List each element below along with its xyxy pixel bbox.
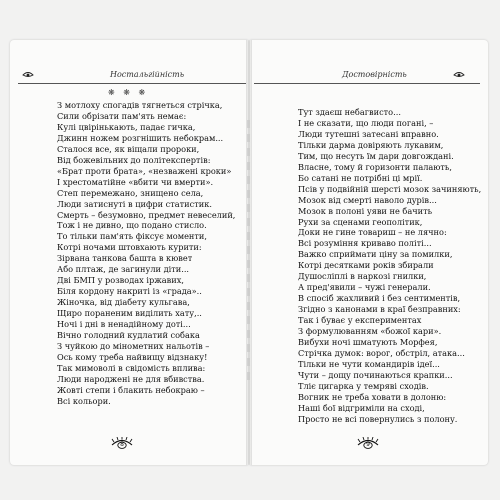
poem-line: Власне, тому й горизонти палають, [298, 161, 452, 172]
poem-line: І не сказати, що люди погані, – [298, 117, 434, 128]
poem-line: Тліє цигарка у темряві сходів. [298, 380, 429, 391]
poem-line: Так мимоволі в свідомість вплива: [57, 362, 206, 373]
poem-line: Смерть – безумовно, предмет невеселий, [57, 209, 236, 220]
poem-line: Псів у подвійній шерсті мозок зачиняють, [298, 183, 482, 194]
poem-line: З мотлоху спогадів тягнеться стрічка, [57, 100, 223, 110]
poem-line: Вогник не треба ховати в долоню: [298, 391, 447, 402]
eye-ornament-icon [22, 70, 34, 78]
poem-line: З формулюванням «божої кари». [298, 326, 442, 337]
poem-line: Згідно з канонами в краї безправних: [298, 304, 461, 315]
section-asterism: ❋ ❋ ❋ [108, 88, 149, 97]
poem-line: Сталося все, як віщали пророки, [57, 143, 200, 154]
poem-line: Котрі десятками років збирали [298, 260, 434, 271]
poem-line: Мозок в полоні уяви не бачить [298, 205, 433, 216]
poem-line: Люди тутешні затесані вправно. [298, 128, 439, 139]
poem-line: Кулі цвірінькають, падає гичка, [57, 121, 196, 132]
poem-line: Важко сприймати ціну за помилки, [298, 249, 453, 260]
poem-line: Або плтаж, де загинули діти... [57, 264, 190, 275]
poem-line: То тільки пам'ять фіксує моменти, [57, 231, 207, 242]
left-poem [57, 100, 235, 407]
poem-line: Рухи за сценами геополітик, [298, 216, 423, 227]
right-header-rule [254, 83, 480, 84]
poem-line: Тільки дарма довіряють лукавим, [298, 139, 444, 150]
left-header-rule [18, 83, 246, 84]
poem-line: Щиро пораненим виділить хату,.. [57, 308, 202, 319]
poem-line: «Брат проти брата», «незважені кроки» [57, 165, 232, 176]
poem-line: Тим, що несуть їм дари довгождані. [298, 150, 454, 161]
poem-line: Від божевільних до політекспертів: [57, 154, 211, 165]
poem-line: Так і буває у експериментах [298, 315, 422, 326]
poem-line: А пред'явили – чужі генерали. [298, 282, 431, 293]
poem-line: Сили обрізати пам'ять немає: [57, 110, 187, 121]
eye-ornament-icon [453, 70, 465, 78]
right-header-title: Достовірність [342, 70, 407, 79]
poem-line: Тільки не чути командирів ідеї... [298, 358, 440, 369]
poem-line: Котрі ночами штовхають курити: [57, 242, 202, 253]
poem-line: Ось кому треба найвищу відзнаку! [57, 351, 208, 362]
poem-line: Зірвана танкова башта в кювет [57, 253, 193, 264]
poem-line: Бо сатані не потрібні ці мрії. [298, 172, 423, 183]
poem-line: Дві БМП у розводах іржавих, [57, 275, 184, 286]
poem-line: Стрічка думок: ворог, обстріл, атака... [298, 347, 465, 358]
poem-line: Душосліплі в наркозі гнилки, [298, 271, 427, 282]
poem-line: Тож і не дивно, що подано стисло. [57, 220, 207, 231]
poem-line: Всі розуміння криваво політі... [298, 238, 432, 249]
poem-line: З чуйкою до мінометних нальотів – [57, 340, 210, 351]
right-poem [298, 107, 481, 425]
poem-line: Джинн ножем розгнішить небокрам... [57, 132, 224, 143]
poem-line: Чути – дощу починаються крапки... [298, 369, 453, 380]
left-header-title: Ностальгійність [110, 70, 185, 79]
poem-line: Вічно голодний кудлатий собака [57, 330, 200, 341]
left-page-number: 8 [120, 441, 124, 448]
poem-line: Жовті степи і блакить небокраю – [57, 384, 205, 395]
poem-line: Вибухи ночі шматують Морфея, [298, 337, 438, 348]
poem-line: Жіночка, від діабету кульгава, [57, 297, 190, 308]
poem-line: В спосіб жахливий і без сентиментів, [298, 293, 461, 304]
poem-line: Всі кольори. [57, 395, 111, 406]
poem-line: І хрестоматійне «вбити чи вмерти». [57, 176, 214, 187]
poem-line: Наші бої відгриміли на сході, [298, 402, 425, 413]
poem-line: Доки не гине товариш – не лячно: [298, 227, 447, 238]
poem-line: Біля кордону накриті із «града».. [57, 286, 202, 297]
right-page-number: 9 [366, 441, 370, 448]
poem-line: Люди затиснуті в цифри статистик. [57, 198, 212, 209]
poem-line: Тут здаєш небагвисто... [298, 107, 401, 117]
poem-line: Ночі і дні в ненадійному доті... [57, 319, 191, 330]
poem-line: Степ перемежано, знищено села, [57, 187, 204, 198]
poem-line: Просто не всі повернулись з полону. [298, 413, 458, 424]
poem-line: Мозок від смерті наволо дурів... [298, 194, 437, 205]
poem-line: Люди народжені не для вбивства. [57, 373, 205, 384]
binding-stitches [247, 120, 250, 380]
